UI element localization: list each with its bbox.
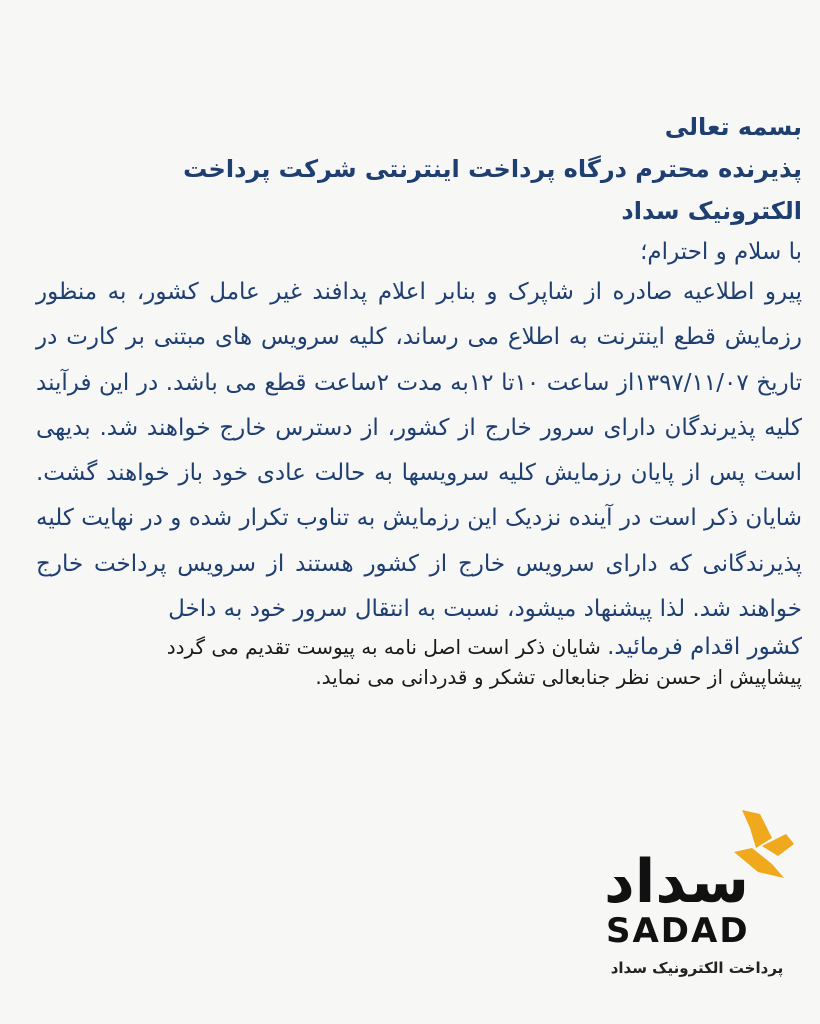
letter-body-end: کشور اقدام فرمائید. [607,634,802,661]
letter-addressee-line1: پذیرنده محترم درگاه پرداخت اینترنتی شرکت پرداخت [183,155,802,183]
letter-note: شایان ذکر است اصل نامه به پیوست تقدیم می گردد [166,635,601,660]
sadad-logo [600,808,800,988]
logo-persian-name: سداد [604,847,750,917]
logo-english-name: SADAD [606,911,750,951]
letter-paragraph: پیرو اطلاعیه صادره از شاپرک و بنابر اعلام پدافند غیر عامل کشور، به منظور رزمایش قطع اینترنت به اطلاع می رساند، کلیه سرویس های مبتنی بر کارت در تاریخ ۱۳۹۷/۱۱/۰۷از ساعت ۱۰تا ۱۲به مدت ۲ساعت قطع می باشد. در این فرآیند کلیه پذیرندگان دارای سرور خارج از کشور، از دسترس خارج خواهند شد. بدیهی است پس از پایان رزمایش کلیه سرویسها به حالت عادی خود باز خواهند گشت. شایان ذکر است در آینده نزدیک این رزمایش به تناوب تکرار شده و در نهایت کلیه پذیرندگانی که دارای سرویس خارج از کشور هستند از سرویس پرداخت خارج خواهند شد. لذا پیشنهاد میشود، نسبت به انتقال سرور خود به داخل [36,279,803,623]
logo-subtitle: پرداخت الکترونیک سداد [610,959,784,977]
letter-opening: بسمه تعالی [664,113,802,141]
letter-body [36,106,802,692]
letter-salutation: با سلام و احترام؛ [640,239,802,265]
letter-note-line [36,632,802,662]
letter-addressee-line2: الکترونیک سداد [621,197,802,225]
letter-closing: پیشاپیش از حسن نظر جنابعالی تشکر و قدردانی می نماید. [315,665,802,690]
